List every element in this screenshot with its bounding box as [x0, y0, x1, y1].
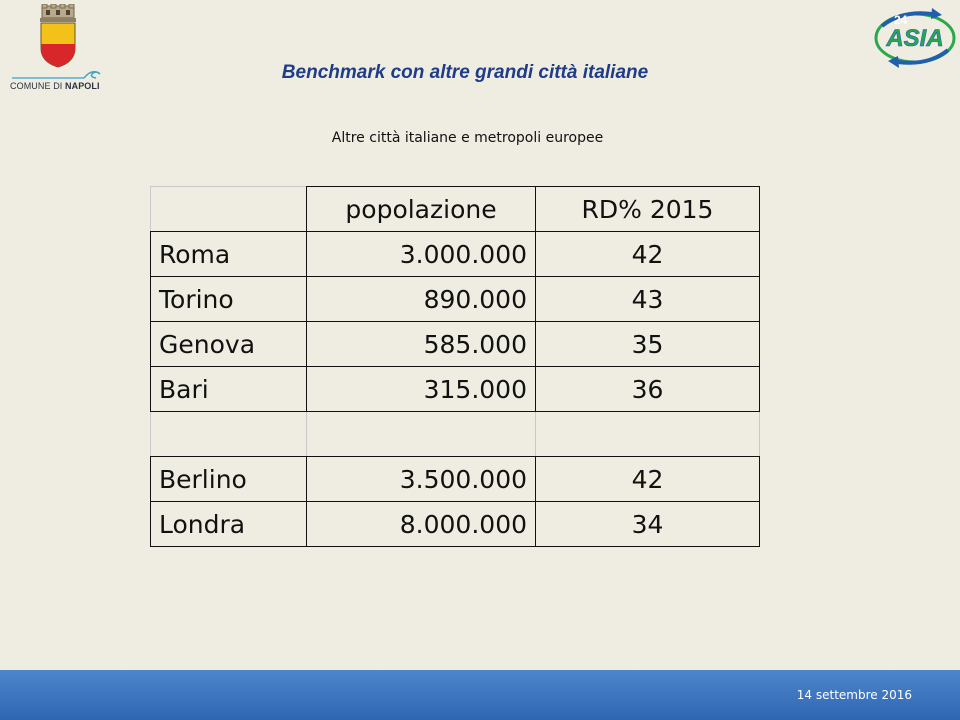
city-cell: Torino	[151, 277, 307, 322]
header-cell-popolazione: popolazione	[307, 187, 536, 232]
slide-title: Benchmark con altre grandi città italiane	[281, 62, 649, 83]
rd-cell: 35	[536, 322, 760, 367]
city-cell: Roma	[151, 232, 307, 277]
population-cell: 3.000.000	[307, 232, 536, 277]
population-cell: 585.000	[307, 322, 536, 367]
page-number: 24	[894, 13, 908, 27]
footer-bar	[0, 670, 960, 720]
comune-di-napoli-crest-icon	[37, 4, 79, 68]
city-cell: Berlino	[151, 457, 307, 502]
rd-cell	[536, 412, 760, 457]
table-row	[151, 322, 760, 367]
rd-cell: 34	[536, 502, 760, 547]
population-cell: 315.000	[307, 367, 536, 412]
population-cell: 3.500.000	[307, 457, 536, 502]
table-header-row	[151, 187, 760, 232]
slide-subtitle: Altre città italiane e metropoli europee	[331, 130, 604, 146]
table-row	[151, 457, 760, 502]
city-cell: Genova	[151, 322, 307, 367]
population-cell	[307, 412, 536, 457]
benchmark-table	[150, 186, 760, 547]
header-cell-empty	[151, 187, 307, 232]
city-cell: Londra	[151, 502, 307, 547]
rd-cell: 42	[536, 457, 760, 502]
asia-logo-icon	[872, 6, 958, 70]
svg-text:ASIA: ASIA	[886, 25, 944, 52]
header-cell-rd: RD% 2015	[536, 187, 760, 232]
table-row-empty	[151, 412, 760, 457]
city-cell: Bari	[151, 367, 307, 412]
table-row	[151, 367, 760, 412]
footer-date: 14 settembre 2016	[796, 688, 912, 702]
rd-cell: 43	[536, 277, 760, 322]
population-cell: 890.000	[307, 277, 536, 322]
rd-cell: 36	[536, 367, 760, 412]
comune-caption: COMUNE DI NAPOLI	[10, 81, 100, 91]
table-row	[151, 502, 760, 547]
table-row	[151, 232, 760, 277]
population-cell: 8.000.000	[307, 502, 536, 547]
table-row	[151, 277, 760, 322]
rd-cell: 42	[536, 232, 760, 277]
city-cell	[151, 412, 307, 457]
